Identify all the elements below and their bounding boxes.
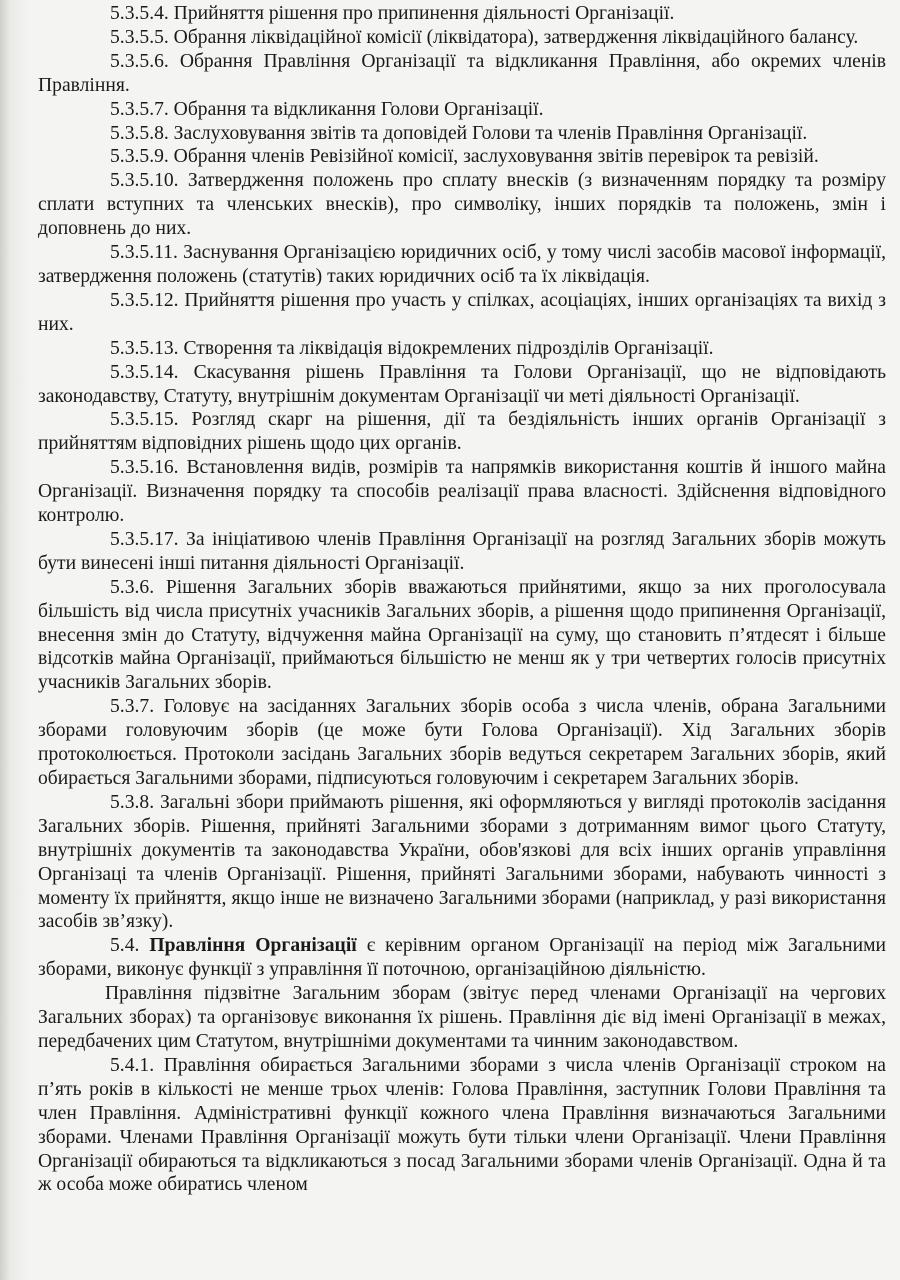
clause-5-3-8: 5.3.8. Загальні збори приймають рішення, які оформляються у вигляді протоколів засідання Загальних зборів. Рішення, прийняті Загальними зборами з дотриманням вимог цього Статуту, внутрішніх документів та законодавства України, обов'язкові для всіх інших органів управління Організаці та членів Організації. Рішення, прийняті Загальними зборами, набувають чинності з моменту їх прийняття, якщо інше не визначено Загальними зборами (наприклад, у разі використання засобів зв’язку).: [38, 791, 891, 933]
clause-5-3-5-17: 5.3.5.17. За ініціативою членів Правління Організації на розгляд Загальних зборів можуть бути винесені інші питання діяльності Організації.: [38, 528, 891, 574]
clause-5-3-7: 5.3.7. Головує на засіданнях Загальних зборів особа з числа членів, обрана Загальними зборами головуючим зборів (це може бути Голова Організації). Хід Загальних зборів протоколюється. Протоколи засідань Загальних зборів ведуться секретарем Загальних зборів, який обирається Загальними зборами, підписуються головуючим і секретарем Загальних зборів.: [38, 696, 891, 789]
clause-5-3-5-6: 5.3.5.6. Обрання Правління Організації та відкликання Правління, або окремих членів Правління.: [38, 50, 891, 96]
clause-5-4-1: 5.4.1. Правління обирається Загальними зборами з числа членів Організації строком на п’ять років в кількості не менше трьох членів: Голова Правління, заступник Голови Правління та член Правління. Адміністративні функції кожного члена Правління визначаються Загальними зборами. Членами Правління Організації можуть бути тільки члени Організації. Члени Правління Організації обираються та відкликаються з посад Загальними зборами членів Організації. Одна й та ж особа може обиратись членом: [38, 1054, 891, 1196]
clause-5-3-5-14: 5.3.5.14. Скасування рішень Правління та Голови Організації, що не відповідають законодавству, Статуту, внутрішнім документам Організації чи меті діяльності Організації.: [38, 361, 891, 407]
clause-5-3-5-4: 5.3.5.4. Прийняття рішення про припинення діяльності Організації.: [110, 3, 675, 24]
clause-5-3-5-13: 5.3.5.13. Створення та ліквідація відокремлених підрозділів Організації.: [110, 337, 714, 359]
clause-5-3-6: 5.3.6. Рішення Загальних зборів вважаються прийнятими, якщо за них проголосувала більшість від числа присутніх учасників Загальних зборів, а рішення щодо припинення Організації, внесення змін до Статуту, відчуження майна Організації на суму, що становить п’ятдесят і більше відсотків майна Організації, приймаються більшістю не менш як у три четвертих голосів присутніх учасників Загальних зборів.: [38, 576, 891, 694]
clause-5-3-5-11: 5.3.5.11. Заснування Організацією юридичних осіб, у тому числі засобів масової інформації, затвердження положень (статутів) таких юридичних осіб та їх ліквідація.: [38, 242, 891, 287]
clause-5-4-text: є керівним органом Організації на період між Загальними зборами, виконує функції з управління її поточною, організаційною діяльністю.: [38, 935, 891, 981]
clause-5-4-heading: Правління Організації: [149, 935, 357, 957]
clause-5-3-5-5: 5.3.5.5. Обрання ліквідаційної комісії (ліквідатора), затвердження ліквідаційного балансу.: [110, 26, 859, 48]
clause-5-3-5-16: 5.3.5.16. Встановлення видів, розмірів та напрямків використання коштів й іншого майна Організації. Визначення порядку та способів реалізації права власності. Здійснення відповідного контролю.: [38, 457, 891, 527]
clause-5-4: [38, 934, 891, 982]
clause-5-3-5-15: 5.3.5.15. Розгляд скарг на рішення, дії та бездіяльність інших органів Організації з прийняттям відповідних рішень щодо цих органів.: [38, 409, 891, 455]
clause-5-4-number: 5.4.: [110, 935, 150, 957]
clause-5-3-5-7: 5.3.5.7. Обрання та відкликання Голови Організації.: [110, 98, 544, 120]
document-body: [38, 2, 891, 1197]
clause-5-3-5-10: 5.3.5.10. Затвердження положень про сплату внесків (з визначенням порядку та розміру сплати вступних та членських внесків), про символіку, інших порядків та положень, змін і доповнень до них.: [38, 170, 891, 240]
board-accountability-paragraph: Правління підзвітне Загальним зборам (звітує перед членами Організації на чергових Загальних зборах) та організовує виконання їх рішень. Правління діє від імені Організації в межах, передбачених цим Статутом, внутрішніми документами та чинним законодавством.: [38, 983, 891, 1052]
clause-5-3-5-9: 5.3.5.9. Обрання членів Ревізійної комісії, заслуховування звітів перевірок та ревізій.: [110, 146, 819, 168]
clause-5-3-5-8: 5.3.5.8. Заслуховування звітів та доповідей Голови та членів Правління Організації.: [110, 122, 808, 144]
clause-5-3-5-12: 5.3.5.12. Прийняття рішення про участь у спілках, асоціаціях, інших організаціях та вихід з них.: [38, 289, 891, 335]
